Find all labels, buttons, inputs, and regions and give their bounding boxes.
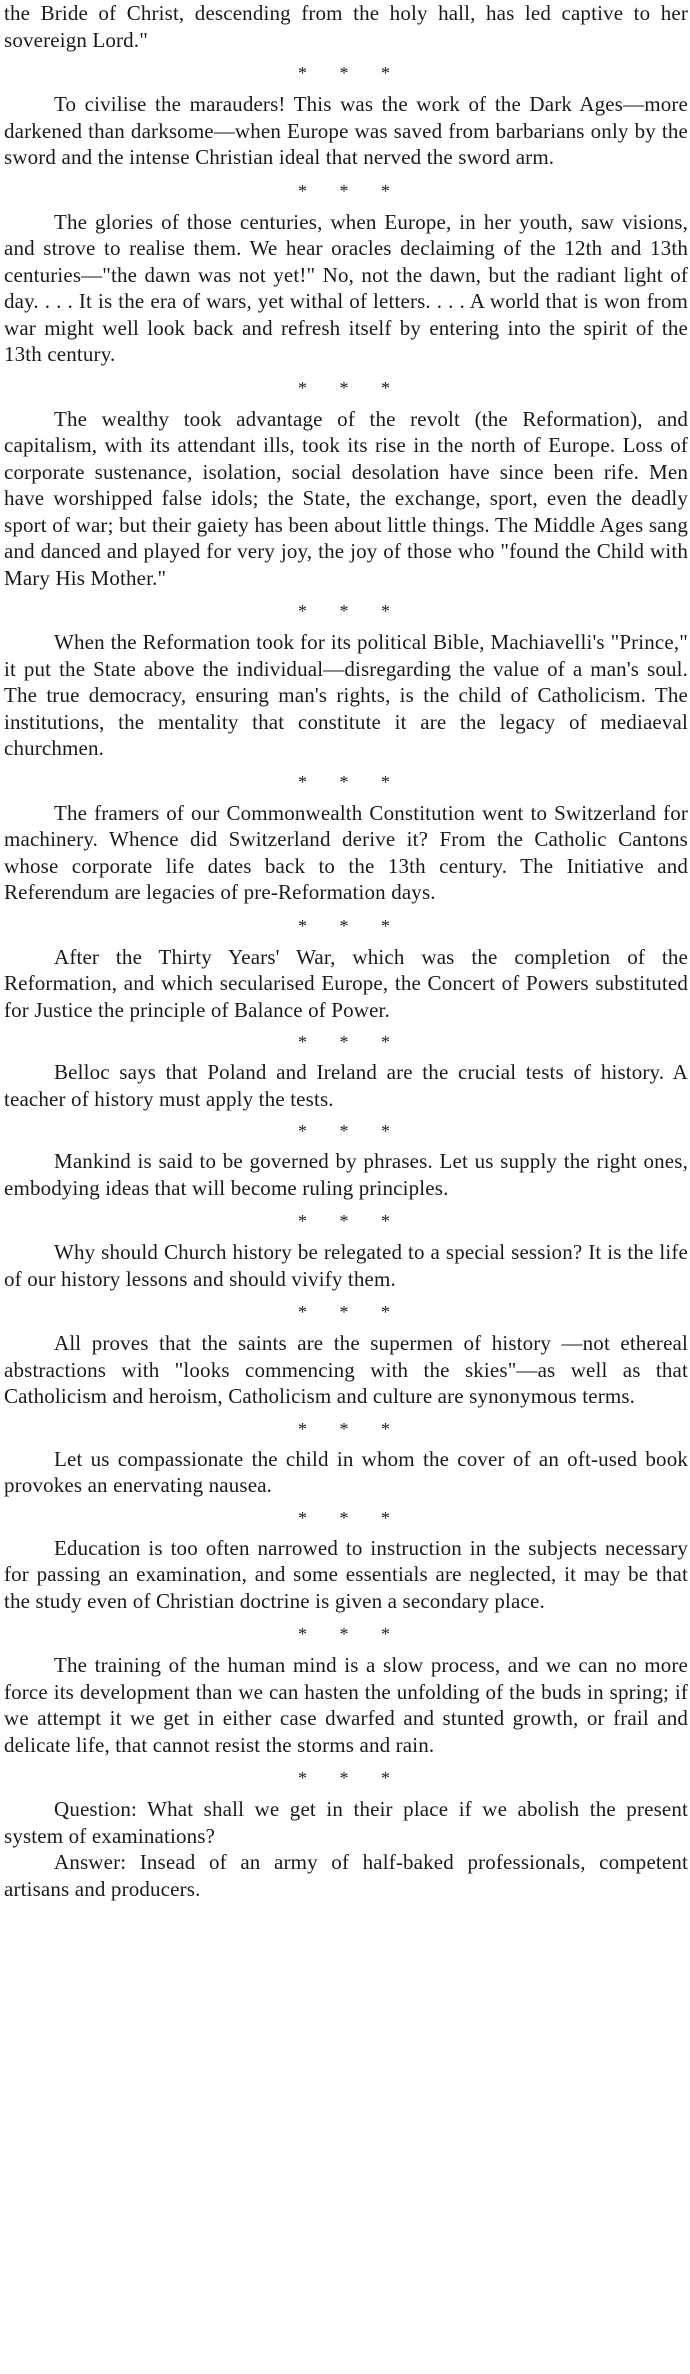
article-column [4,0,688,1902]
section-separator: * * * [298,1768,404,1788]
section-separator: * * * [298,915,404,936]
paragraph-church-history: Why should Church history be relegated to a special session? It is the life of our history lessons and should vivify them. [4,1240,688,1291]
section-separator: * * * [298,1624,404,1644]
paragraph-saints-supermen: All proves that the saints are the supermen of history —not ethereal abstractions with "looks commencing with the skies"—as well as that Catholicism and heroism, Catholicism and culture are synonymous terms. [4,1331,688,1408]
section-separator: * * * [298,1211,404,1231]
section-separator: * * * [298,377,404,398]
paragraph-phrases: Mankind is said to be governed by phrases. Let us supply the right ones, embodying ideas that will become ruling principles. [4,1149,688,1200]
section-separator: * * * [298,63,404,83]
section-separator: * * * [298,180,404,201]
section-separator: * * * [298,771,404,792]
section-separator: * * * [298,1418,404,1439]
paragraph-training-mind: The training of the human mind is a slow process, and we can no more force its development than we can hasten the unfolding of the buds in spring; if we attempt it we get in either case dwarfed and stunted growth, or frail and delicate life, that cannot resist the storms and rain. [4,1653,688,1757]
paragraph-thirty-years-war: After the Thirty Years' War, which was the completion of the Reformation, and which secularised Europe, the Concert of Powers substituted for Justice the principle of Balance of Power. [4,944,688,1022]
paragraph-bride-of-christ: the Bride of Christ, descending from the holy hall, has led captive to her sovereign Lord." [4,1,688,52]
paragraph-political-bible: When the Reformation took for its political Bible, Machiavelli's "Prince," it put the State above the individual—disregarding the value of a man's soul. The true democracy, ensuring man's rights, is the child of Catholicism. The institutions, the mentality that constitute it are the legacy of mediaeval churchmen. [4,630,688,760]
paragraph-civilise-marauders: To civilise the marauders! This was the work of the Dark Ages—more darkened than darksome—when Europe was saved from barbarians only by the sword and the intense Christian ideal that nerved the sword arm. [4,92,688,169]
paragraph-commonwealth-constitution: The framers of our Commonwealth Constitution went to Switzerland for machinery. Whence did Switzerland derive it? From the Catholic Cantons whose corporate life dates back to the 13th century. The Initiative and Referendum are legacies of pre-Reformation days. [4,800,688,904]
paragraph-answer: Answer: Insead of an army of half-baked professionals, competent artisans and producers. [4,1850,688,1901]
paragraph-wealthy-reformation: The wealthy took advantage of the revolt (the Reformation), and capitalism, with its attendant ills, took its rise in the north of Europe. Loss of corporate sustenance, isolation, social desolation have since been rife. Men have worshipped false idols; the State, the exchange, sport, even the deadly sport of war; but their gaiety has been about little things. The Middle Ages sang and danced and played for very joy, the joy of those who "found the Child with Mary His Mother." [4,406,688,590]
section-separator: * * * [298,1302,404,1322]
section-separator: * * * [298,1507,404,1528]
paragraph-compassionate-child: Let us compassionate the child in whom the cover of an oft-used book provokes an enervating nausea. [4,1446,688,1497]
paragraph-question: Question: What shall we get in their place if we abolish the present system of examinations? [4,1797,688,1848]
section-separator: * * * [298,1121,404,1141]
paragraph-education-narrowed: Education is too often narrowed to instruction in the subjects necessary for passing an examination, and some essentials are neglected, it may be that the study even of Christian doctrine is given a secondary place. [4,1535,688,1613]
section-separator: * * * [298,601,404,621]
section-separator: * * * [298,1032,404,1052]
paragraph-belloc: Belloc says that Poland and Ireland are the crucial tests of history. A teacher of history must apply the tests. [4,1060,688,1111]
paragraph-glories-of-centuries: The glories of those centuries, when Europe, in her youth, saw visions, and strove to realise them. We hear oracles declaiming of the 12th and 13th centuries—"the dawn was not yet!" No, not the dawn, but the radiant light of day. . . . It is the era of wars, yet withal of letters. . . . A world that is won from war might well look back and refresh itself by entering into the spirit of the 13th century. [4,209,688,366]
